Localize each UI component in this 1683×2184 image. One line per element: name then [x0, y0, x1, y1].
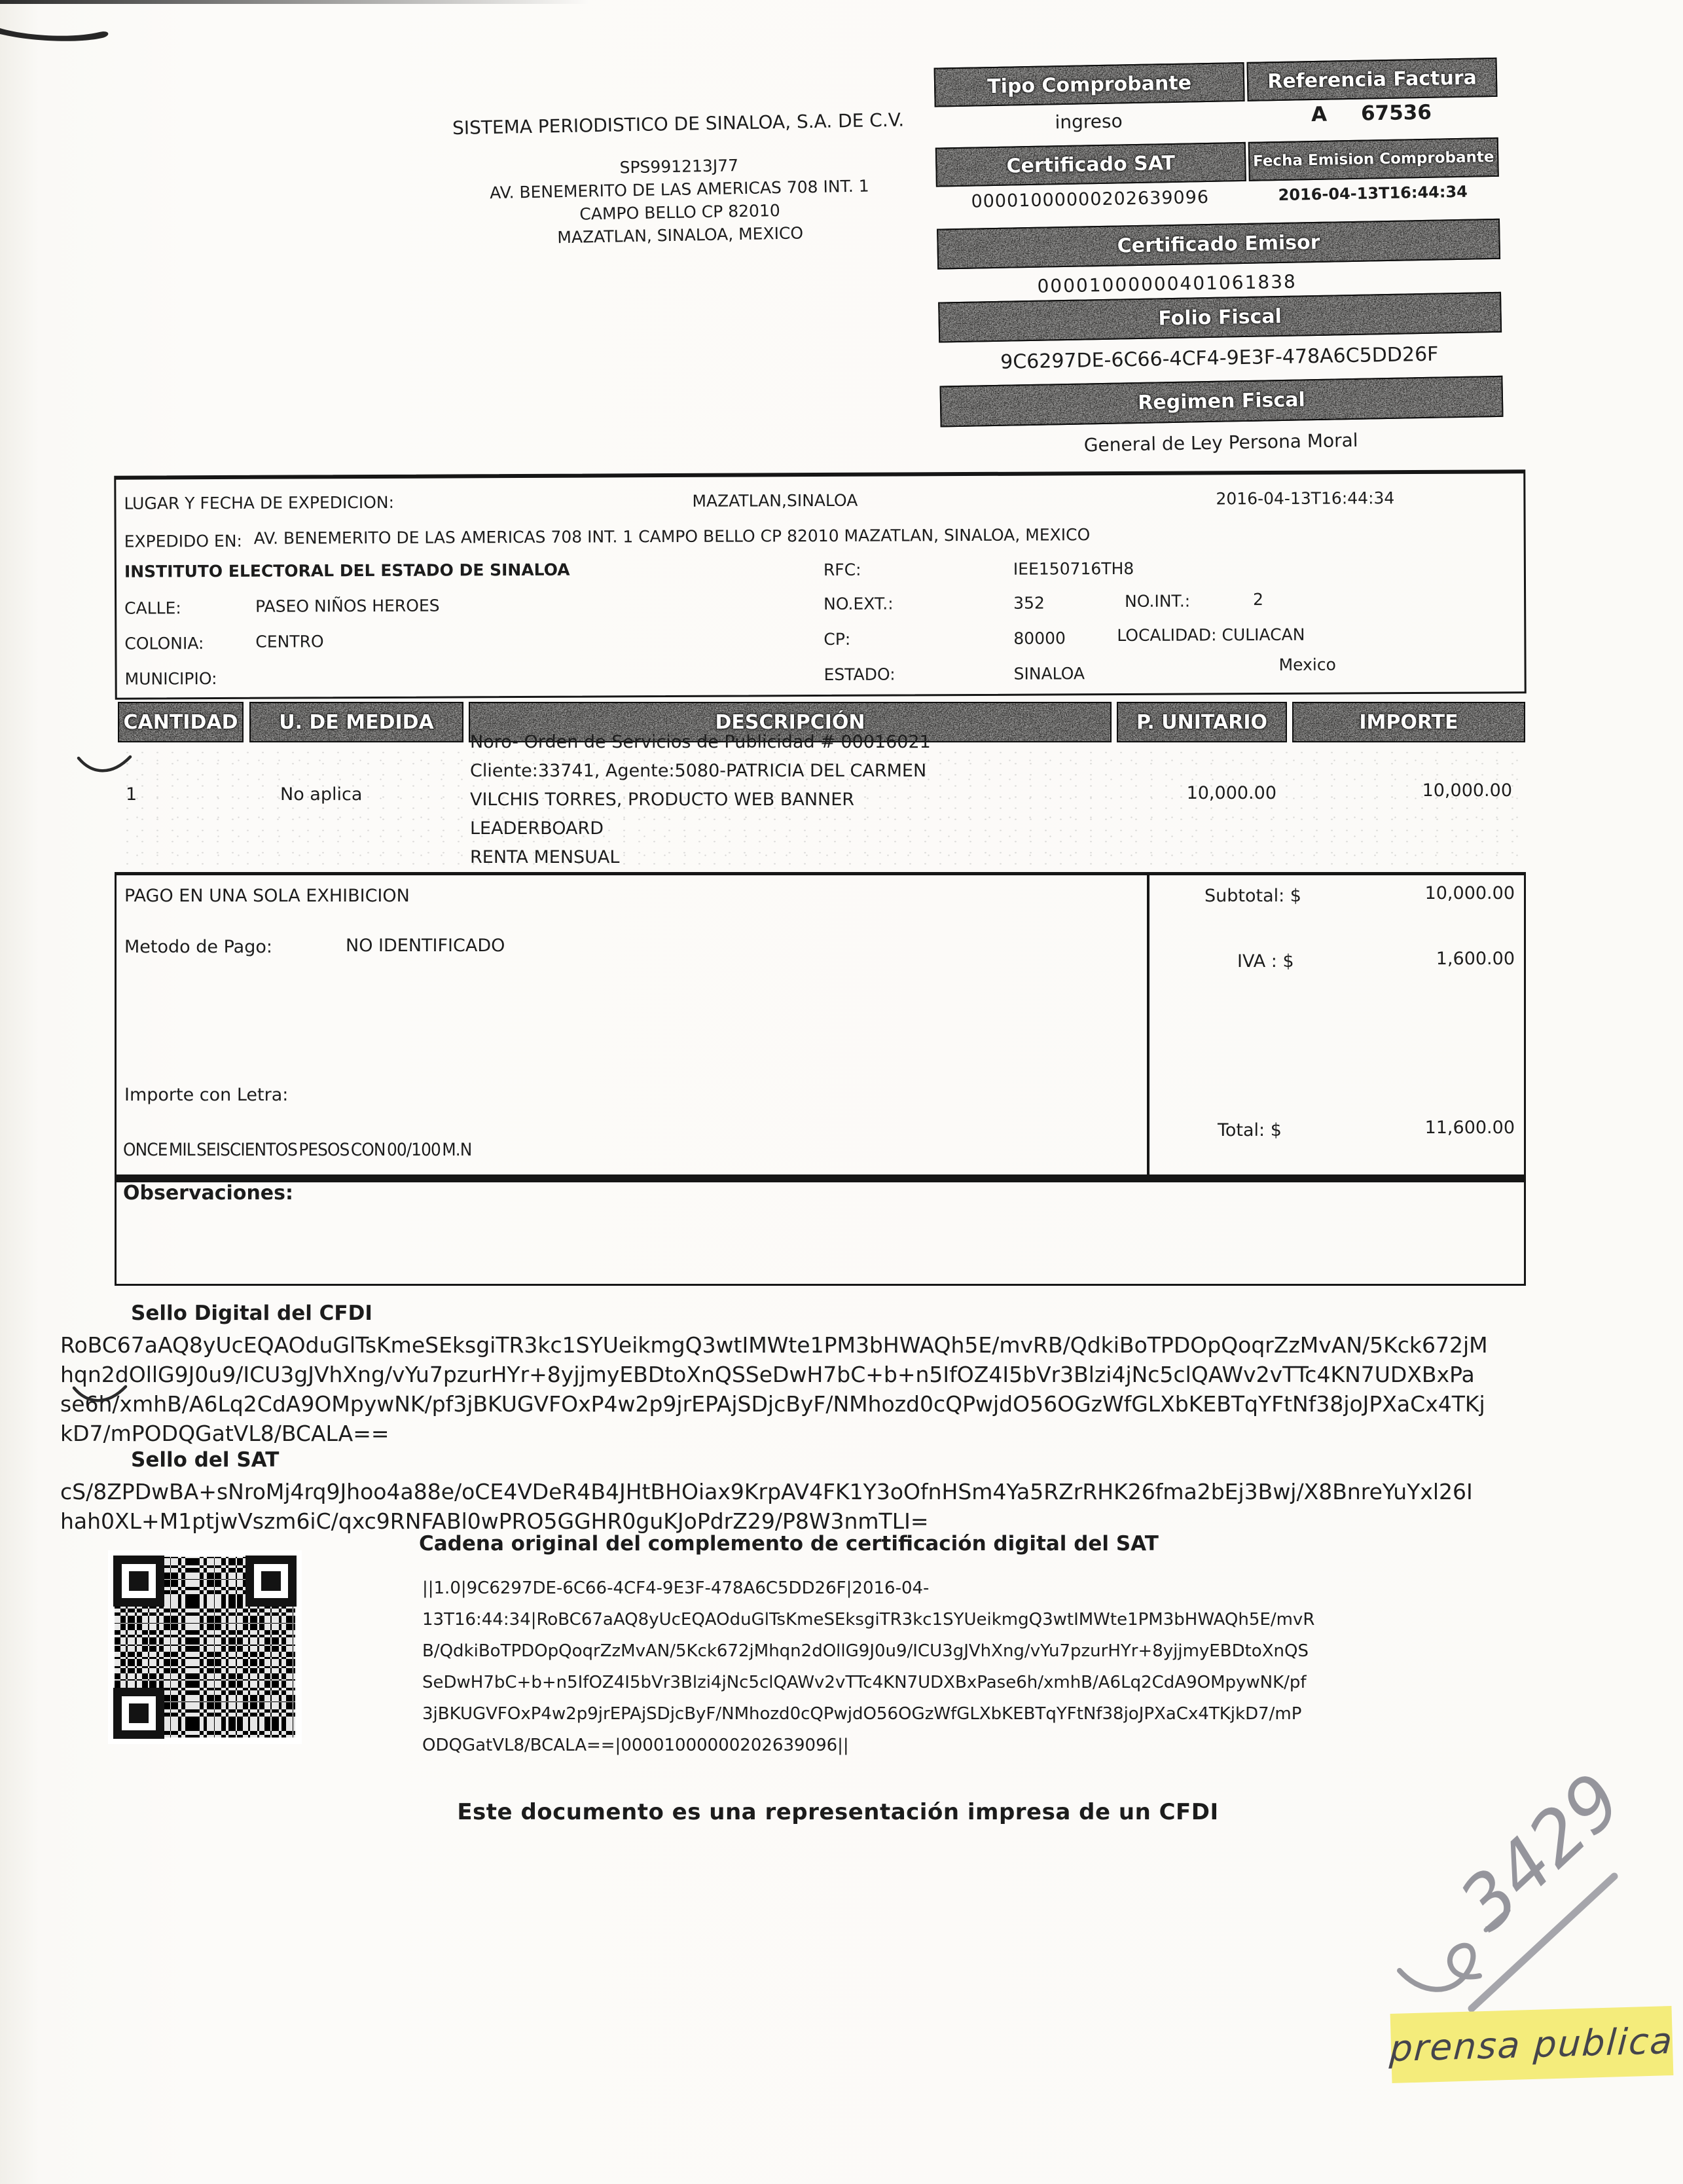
municipio-label: MUNICIPIO:	[124, 669, 217, 689]
receiver-box	[114, 469, 1526, 699]
descripcion-line: RENTA MENSUAL	[470, 847, 620, 867]
check-mark-artifact	[71, 1380, 130, 1410]
no-ext-value: 352	[1013, 593, 1045, 613]
descripcion-line: VILCHIS TORRES, PRODUCTO WEB BANNER	[470, 790, 855, 810]
cadena-line: SeDwH7bC+b+n5IfOZ4I5bVr3Blzi4jNc5clQAWv2vTTc4KN7UDXBxPase6h/xmhB/A6Lq2CdA9OMpywNK/pf	[422, 1673, 1307, 1692]
tipo-comprobante-header	[934, 62, 1245, 107]
qr-finder-bottom-left	[113, 1688, 164, 1739]
referencia-factura-label: Referencia Factura	[1267, 65, 1477, 93]
emitter-address-3: MAZATLAN, SINALOA, MEXICO	[557, 223, 804, 247]
receptor-rfc-label: RFC:	[823, 560, 861, 579]
sello-cfdi-line: kD7/mPODQGatVL8/BCALA==	[60, 1421, 389, 1446]
folio-fiscal-header	[938, 292, 1502, 343]
iva-value: 1,600.00	[1436, 949, 1515, 969]
lugar-fecha-label: LUGAR Y FECHA DE EXPEDICION:	[124, 492, 395, 513]
calle-value: PASEO NIÑOS HEROES	[255, 596, 440, 616]
tipo-comprobante-label: Tipo Comprobante	[986, 71, 1192, 98]
unidad-label: U. DE MEDIDA	[279, 710, 434, 734]
metodo-pago-label: Metodo de Pago:	[124, 937, 272, 957]
importe-letra-value: ONCE MIL SEISCIENTOS PESOS CON 00/100 M.N	[123, 1140, 472, 1160]
colonia-label: COLONIA:	[124, 634, 204, 653]
estado-label: ESTADO:	[823, 664, 896, 684]
cfdi-footer-note: Este documento es una representación impresa de un CFDI	[457, 1799, 1219, 1825]
totals-box	[115, 872, 1526, 1182]
cadena-line: ||1.0|9C6297DE-6C66-4CF4-9E3F-478A6C5DD26F|2016-04-	[422, 1578, 930, 1598]
sello-sat-text	[60, 1477, 1638, 1536]
pencil-signature	[1322, 1720, 1663, 2028]
subtotal-label: Subtotal: $	[1204, 886, 1301, 906]
sello-cfdi-line: hqn2dOllG9J0u9/ICU3gJVhXng/vYu7pzurHYr+8yjjmyEBDtoXnQSSeDwH7bC+b+n5IfOZ4I5bVr3Blzi4jNc5clQAWv2vTTc4KN7UDXBxPa	[60, 1362, 1475, 1387]
localidad-row	[1117, 625, 1305, 645]
calle-label: CALLE:	[124, 598, 181, 618]
item-unidad: No aplica	[280, 784, 363, 805]
subtotal-value: 10,000.00	[1424, 883, 1515, 903]
emitter-address-1: AV. BENEMERITO DE LAS AMERICAS 708 INT. 1	[489, 176, 869, 203]
regimen-fiscal-header	[939, 376, 1503, 428]
receptor-name: INSTITUTO ELECTORAL DEL ESTADO DE SINALOA	[124, 560, 570, 581]
column-header-p-unitario	[1117, 702, 1287, 742]
cadena-line: B/QdkiBoTPDOpQoqrZzMvAN/5Kck672jMhqn2dOllG9J0u9/ICU3gJVhXng/vYu7pzurHYr+8yjjmyEBDtoXnQS	[422, 1641, 1309, 1661]
item-descripcion	[470, 728, 931, 872]
colonia-value: CENTRO	[255, 632, 324, 651]
lugar-fecha-place: MAZATLAN,SINALOA	[692, 490, 858, 511]
forma-pago: PAGO EN UNA SOLA EXHIBICION	[124, 886, 410, 906]
cadena-original-text	[422, 1573, 1384, 1761]
emitter-address-2: CAMPO BELLO CP 82010	[579, 200, 780, 224]
no-int-value: 2	[1253, 590, 1264, 610]
column-header-importe	[1292, 702, 1525, 742]
emitter-name: SISTEMA PERIODISTICO DE SINALOA, S.A. DE C.V.	[452, 109, 905, 139]
sello-cfdi-line: se6h/xmhB/A6Lq2CdA9OMpywNK/pf3jBKUGVFOxP4w2p9jrEPAjSDjcByF/NMhozd0cQPwjdO56OGzWfGLXbKEBTqYFtNf38joJPXaCx4TKj	[60, 1391, 1485, 1417]
pencil-note-number: 3429	[1443, 1757, 1638, 1947]
descripcion-line: Cliente:33741, Agente:5080-PATRICIA DEL CARMEN	[470, 761, 927, 781]
receptor-rfc-value: IEE150716TH8	[1013, 558, 1134, 579]
cp-label: CP:	[823, 629, 851, 649]
folio-fiscal-label: Folio Fiscal	[1158, 304, 1282, 330]
qr-code	[108, 1550, 302, 1744]
certificado-sat-header	[935, 142, 1246, 187]
descripcion-label: DESCRIPCIÓN	[715, 710, 865, 734]
descripcion-line: Noro- Orden de Servicios de Publicidad # 00016021	[470, 732, 931, 752]
certificado-emisor-header	[937, 219, 1500, 270]
iva-label: IVA : $	[1237, 951, 1294, 972]
localidad-label: LOCALIDAD:	[1117, 625, 1217, 646]
importe-letra-label: Importe con Letra:	[124, 1085, 289, 1105]
factura-folio: 67536	[1360, 100, 1432, 126]
certificado-emisor-value: 00001000000401061838	[1037, 270, 1297, 297]
sello-sat-line: hah0XL+M1ptjwVszm6iC/qxc9RNFABl0wPRO5GGHR0guKJoPdrZ29/P8W3nmTLI=	[60, 1508, 929, 1534]
no-ext-label: NO.EXT.:	[823, 594, 894, 613]
emitter-rfc: SPS991213J77	[619, 156, 739, 177]
cadena-line: ODQGatVL8/BCALA==|00001000000202639096||	[422, 1736, 849, 1755]
importe-label: IMPORTE	[1359, 710, 1458, 734]
fecha-emision-header	[1248, 137, 1499, 181]
item-importe: 10,000.00	[1422, 780, 1512, 801]
fecha-emision-label: Fecha Emision Comprobante	[1252, 148, 1494, 170]
observaciones-box	[115, 1174, 1526, 1286]
no-int-label: NO.INT.:	[1125, 591, 1191, 611]
certificado-sat-label: Certificado SAT	[1006, 151, 1176, 178]
highlight-note	[1390, 2006, 1674, 2083]
total-label: Total: $	[1218, 1120, 1282, 1140]
folio-fiscal-value: 9C6297DE-6C66-4CF4-9E3F-478A6C5DD26F	[1000, 342, 1439, 374]
emitter-block	[403, 108, 956, 253]
sello-cfdi-text	[60, 1330, 1638, 1448]
localidad-value: CULIACAN	[1222, 625, 1305, 645]
fecha-emision-value: 2016-04-13T16:44:34	[1278, 182, 1468, 205]
referencia-factura-header	[1247, 58, 1498, 101]
scan-edge-shadow	[0, 0, 589, 4]
highlight-note-text: prensa publica	[1388, 2019, 1675, 2070]
qr-finder-top-right	[245, 1556, 297, 1607]
sello-cfdi-line: RoBC67aAQ8yUcEQAOduGlTsKmeSEksgiTR3kc1SYUeikmgQ3wtIMWte1PM3bHWAQh5E/mvRB/QdkiBoTPDOpQoqrZzMvAN/5Kck672jM	[60, 1332, 1488, 1358]
item-cantidad: 1	[126, 784, 137, 805]
lugar-fecha-datetime: 2016-04-13T16:44:34	[1216, 488, 1395, 509]
totals-divider	[1147, 875, 1149, 1178]
cadena-line: 13T16:44:34|RoBC67aAQ8yUcEQAOduGlTsKmeSEksgiTR3kc1SYUeikmgQ3wtIMWte1PM3bHWAQh5E/mvR	[422, 1610, 1315, 1629]
estado-value: SINALOA	[1013, 664, 1085, 683]
expedido-en-value: AV. BENEMERITO DE LAS AMERICAS 708 INT. 1 CAMPO BELLO CP 82010 MAZATLAN, SINALOA, MEXICO	[253, 525, 1091, 548]
observaciones-label: Observaciones:	[123, 1182, 294, 1205]
qr-finder-top-left	[113, 1556, 164, 1607]
regimen-fiscal-label: Regimen Fiscal	[1137, 388, 1306, 415]
certificado-emisor-label: Certificado Emisor	[1117, 230, 1320, 258]
sello-cfdi-label: Sello Digital del CFDI	[131, 1301, 372, 1325]
cadena-original-label: Cadena original del complemento de certificación digital del SAT	[419, 1532, 1159, 1556]
metodo-pago-value: NO IDENTIFICADO	[346, 936, 505, 956]
cp-value: 80000	[1013, 628, 1066, 648]
column-header-unidad	[249, 702, 463, 742]
column-header-cantidad	[118, 702, 244, 742]
sello-sat-line: cS/8ZPDwBA+sNroMj4rq9Jhoo4a88e/oCE4VDeR4B4JHtBHOiax9KrpAV4FK1Y3oOfnHSm4Ya5RZrRHK26fma2bEj3Bwj/X8BnreYuYxl26I	[60, 1479, 1473, 1504]
regimen-fiscal-value: General de Ley Persona Moral	[1083, 429, 1358, 456]
tipo-comprobante-value: ingreso	[1055, 110, 1123, 134]
descripcion-line: LEADERBOARD	[470, 818, 604, 839]
factura-serie: A	[1311, 102, 1328, 127]
cantidad-label: CANTIDAD	[123, 710, 238, 734]
referencia-factura-value	[1248, 100, 1496, 128]
check-mark-artifact	[75, 750, 134, 780]
item-p-unitario: 10,000.00	[1186, 783, 1276, 803]
fiscal-panel	[933, 54, 1502, 522]
cadena-line: 3jBKUGVFOxP4w2p9jrEPAjSDjcByF/NMhozd0cQPwjdO56OGzWfGLXbKEBTqYFtNf38joJPXaCx4TKjkD7/mP	[422, 1704, 1302, 1724]
p-unitario-label: P. UNITARIO	[1136, 710, 1268, 734]
expedido-en-label: EXPEDIDO EN:	[124, 531, 242, 551]
certificado-sat-value: 00001000000202639096	[971, 187, 1210, 212]
pais-value: Mexico	[1278, 655, 1336, 674]
total-value: 11,600.00	[1424, 1118, 1515, 1138]
sello-sat-label: Sello del SAT	[131, 1448, 280, 1472]
